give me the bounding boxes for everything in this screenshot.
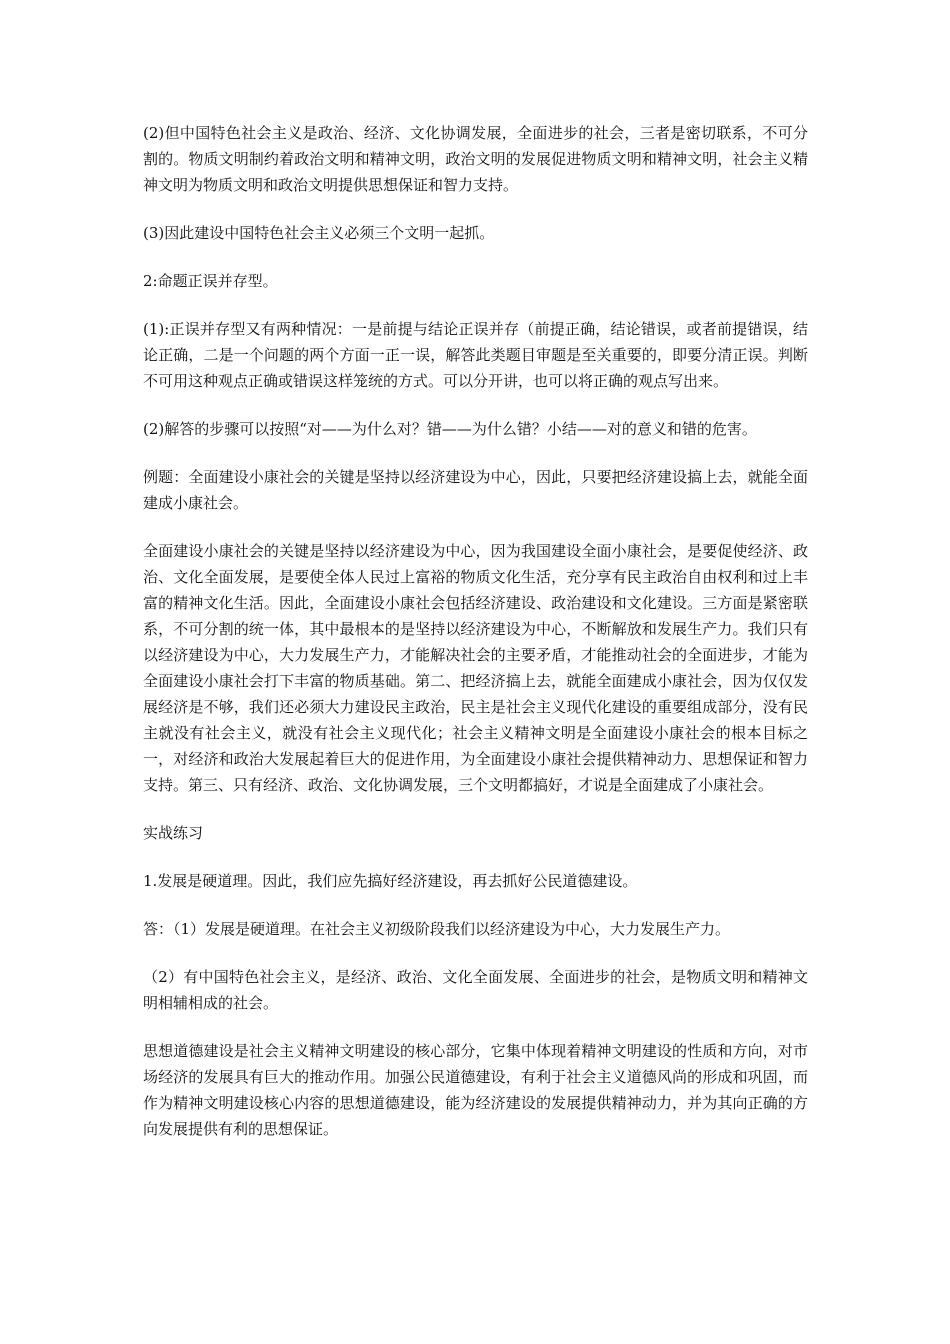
paragraph-type-2-point-1: (1):正误并存型又有两种情况：一是前提与结论正误并存（前提正确，结论错误，或者前提错误，结论正确，二是一个问题的两个方面一正一误，解答此类题目审题是至关重要的，即要分清正误。判断不可用这种观点正确或错误这样笼统的方式。可以分开讲，也可以将正确的观点写出来。	[143, 320, 808, 390]
practice-heading: 实战练习	[143, 824, 204, 842]
paragraph-point-3: (3)因此建设中国特色社会主义必须三个文明一起抓。	[143, 224, 495, 242]
practice-answer-point-2: （2）有中国特色社会主义，是经济、政治、文化全面发展、全面进步的社会，是物质文明和精神文明相辅相成的社会。	[143, 968, 808, 1012]
document-body	[143, 120, 808, 1164]
section-heading-type-2: 2:命题正误并存型。	[143, 272, 278, 290]
practice-answer-point-1: 答：（1）发展是硬道理。在社会主义初级阶段我们以经济建设为中心，大力发展生产力。	[143, 920, 731, 938]
example-question: 例题：全面建设小康社会的关键是坚持以经济建设为中心，因此，只要把经济建设搞上去，就能全面建成小康社会。	[143, 468, 808, 512]
paragraph-type-2-point-2: (2)解答的步骤可以按照“对——为什么对？错——为什么错？小结——对的意义和错的危害。	[143, 420, 757, 438]
example-answer: 全面建设小康社会的关键是坚持以经济建设为中心，因为我国建设全面小康社会，是要促使经济、政治、文化全面发展，是要使全体人民过上富裕的物质文化生活，充分享有民主政治自由权利和过上丰富的精神文化生活。因此，全面建设小康社会包括经济建设、政治建设和文化建设。三方面是紧密联系，不可分割的统一体，其中最根本的是坚持以经济建设为中心，不断解放和发展生产力。我们只有以经济建设为中心，大力发展生产力，才能解决社会的主要矛盾，才能推动社会的全面进步，才能为全面建设小康社会打下丰富的物质基础。第二、把经济搞上去，就能全面建成小康社会，因为仅仅发展经济是不够，我们还必须大力建设民主政治，民主是社会主义现代化建设的重要组成部分，没有民主就没有社会主义，就没有社会主义现代化；社会主义精神文明是全面建设小康社会的根本目标之一，对经济和政治大发展起着巨大的促进作用，为全面建设小康社会提供精神动力、思想保证和智力支持。第三、只有经济、政治、文化协调发展，三个文明都搞好，才说是全面建成了小康社会。	[143, 542, 808, 794]
paragraph-point-2: (2)但中国特色社会主义是政治、经济、文化协调发展，全面进步的社会，三者是密切联系，不可分割的。物质文明制约着政治文明和精神文明，政治文明的发展促进物质文明和精神文明，社会主义精神文明为物质文明和政治文明提供思想保证和智力支持。	[143, 124, 808, 194]
practice-answer-conclusion: 思想道德建设是社会主义精神文明建设的核心部分，它集中体现着精神文明建设的性质和方向，对市场经济的发展具有巨大的推动作用。加强公民道德建设，有利于社会主义道德风尚的形成和巩固，而作为精神文明建设核心内容的思想道德建设，能为经济建设的发展提供精神动力，并为其向正确的方向发展提供有利的思想保证。	[143, 1042, 808, 1138]
practice-question-1: 1.发展是硬道理。因此，我们应先搞好经济建设，再去抓好公民道德建设。	[143, 872, 638, 890]
